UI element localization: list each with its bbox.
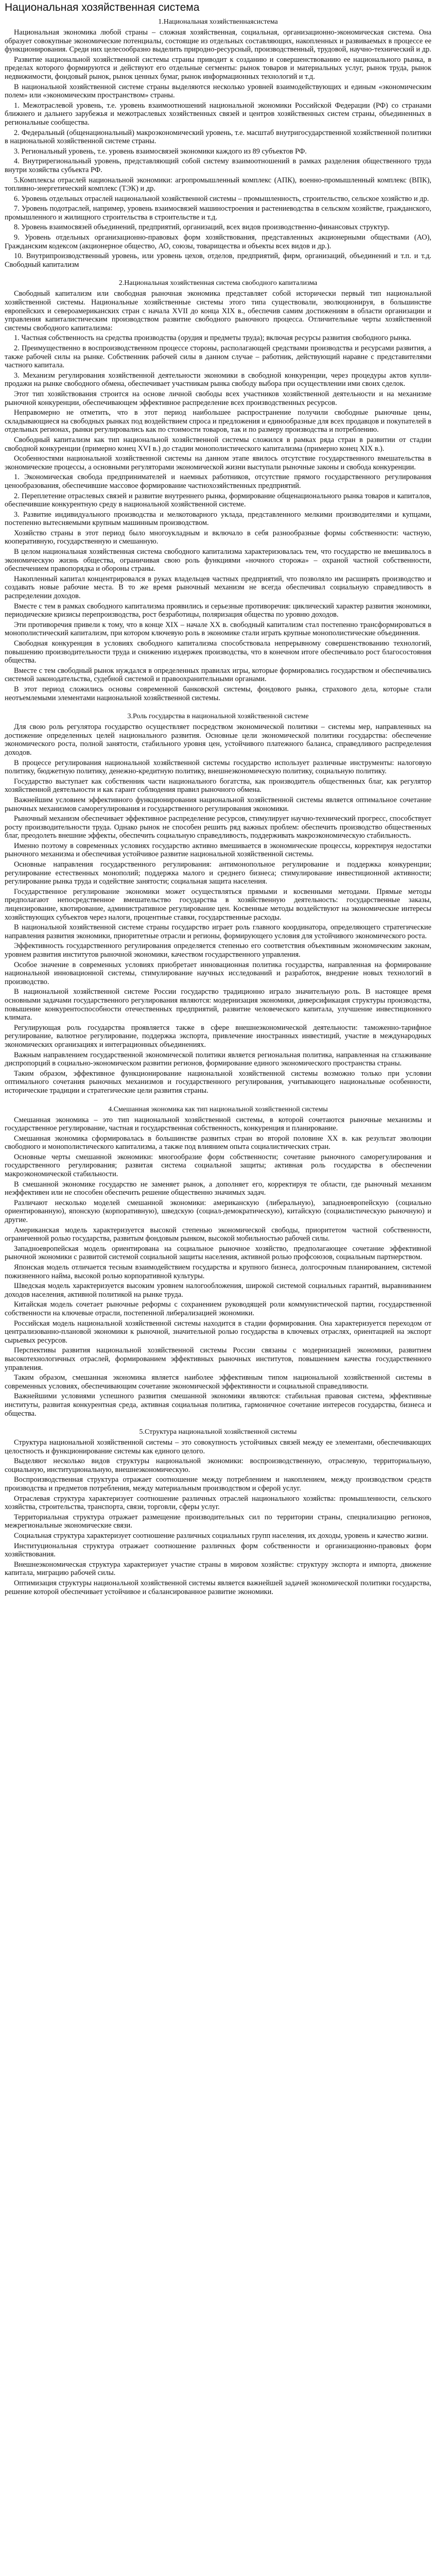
document-section: [5, 279, 431, 711]
body-paragraph: 3. Развитие индивидуального производства и мелкотоварного уклада, представленного мелкими производителями и купцами, постепенно вытесняемыми крупным машинным производством.: [5, 510, 431, 528]
body-paragraph: Таким образом, эффективное функционирование национальной хозяйственной системы возможно только при условии оптимального сочетания рыночных механизмов и государственного регулирования, учитывающего национальные особенности, исторические традиции и стратегические цели развития страны.: [5, 1069, 431, 1095]
body-paragraph: Основные направления государственного регулирования: антимонопольное регулирование и поддержка конкуренции; регулирование естественных монополий; поддержка малого и среднего бизнеса; стимулирование инвестиционной активности; регулирование рынка труда и содействие занятости; социальная защита населения.: [5, 860, 431, 886]
body-paragraph: В национальной хозяйственной системе России государство традиционно играло значительную роль. В настоящее время основными задачами государственного регулирования являются: модернизация экономики, диверсификация структуры производства, повышение конкурентоспособности отечественных предприятий, развитие человеческого капитала, улучшение инвестиционного климата.: [5, 988, 431, 1022]
body-paragraph: 1. Межотраслевой уровень, т.е. уровень взаимоотношений национальной экономики Российской Федерации (РФ) со странами ближнего и дальнего зарубежья и межотраслевых хозяйственных связей и центров хозяйственных систем страны, объединенных в региональные сообщества.: [5, 101, 431, 127]
body-paragraph: Внешнеэкономическая структура характеризует участие страны в мировом хозяйстве: структуру экспорта и импорта, движение капитала, миграцию рабочей силы.: [5, 1560, 431, 1578]
section-spacer: [5, 1419, 431, 1427]
section-spacer: [5, 270, 431, 278]
section-spacer: [5, 704, 431, 711]
body-paragraph: Этот тип хозяйствования строится на основе личной свободы всех участников хозяйственной деятельности и на механизме рыночной конкуренции, обеспечивающем эффективное распределение всех производственных ресурсов.: [5, 389, 431, 407]
body-paragraph: Эти противоречия привели к тому, что в конце XIX – начале XX в. свободный капитализм стал постепенно трансформироваться в монополистический капитализм, при котором ключевую роль в экономике стали играть крупные монополистические объединения.: [5, 620, 431, 638]
body-paragraph: Хозяйство страны в этот период было многоукладным и включало в себя разнообразные формы собственности: частную, кооперативную, государственную и смешанную.: [5, 529, 431, 546]
body-paragraph: 1. Экономическая свобода предпринимателей и наемных работников, отсутствие прямого государственного регулирования ценообразования, обеспечившие массовое формирование частнохозяйственных предприятий.: [5, 473, 431, 490]
body-paragraph: Эффективность государственного регулирования определяется степенью его соответствия объективным экономическим законам, уровнем развития институтов рыночной экономики, качеством государственного управления.: [5, 942, 431, 959]
body-paragraph: Смешанная экономика сформировалась в большинстве развитых стран во второй половине XX в. как результат эволюции свободного и монополистического капитализма, а также под влиянием опыта социалистических стран.: [5, 1134, 431, 1151]
body-paragraph: Американская модель характеризуется высокой степенью экономической свободы, приоритетом частной собственности, ограниченной ролью государства, развитым фондовым рынком, высокой мобильностью рабочей силы.: [5, 1226, 431, 1243]
body-paragraph: 3. Региональный уровень, т.е. уровень взаимосвязей экономики каждого из 89 субъектов РФ.: [14, 147, 307, 156]
body-paragraph: Китайская модель сочетает рыночные реформы с сохранением руководящей роли коммунистической партии, государственной собственности на ключевые отрасли, постепенной либерализацией экономики.: [5, 1300, 431, 1317]
body-paragraph: 3. Механизм регулирования хозяйственной деятельности экономики в свободной конкуренции, через процедуры актов купли-продажи на рынке свободного обмена, обеспечивает участникам рынка свободу выбора при осуществлении ими своих сделок.: [5, 371, 431, 388]
body-paragraph: 2. Переплетение отраслевых связей и развитие внутреннего рынка, формирование общенационального рынка товаров и капиталов, обеспечившие конкурентную среду в национальной хозяйственной системе.: [5, 492, 431, 509]
body-paragraph: 2. Преимущественно в воспроизводственном процессе стороны, располагающей средствами производства и ресурсами развития, а также рабочей силы на рынке. Собственник рабочей силы в данном случае – работник, действующий наравне с представителями частного капитала.: [5, 344, 431, 370]
body-paragraph: Важнейшими условиями успешного развития смешанной экономики являются: стабильная правовая система, эффективные институты, развитая конкурентная среда, активная социальная политика, гармоничное сочетание интересов государства, бизнеса и общества.: [5, 1392, 431, 1418]
body-paragraph: Особенностями национальной хозяйственной системы на данном этапе явилось отсутствие государственного вмешательства в экономические процессы, а основными регуляторами экономической жизни выступали рыночные законы и свобода конкуренции.: [5, 454, 431, 471]
body-paragraph: Национальная экономика любой страны – сложная хозяйственная, социальная, организационно-экономическая система. Она образует совокупные экономические потенциалы, состоящие из отдельных составляющих, накопленных и развиваемых в процессе ее функционирования. Среди них целесообразно выделить природно-ресурсный, производственный, трудовой, научно-технический и др.: [5, 28, 431, 54]
body-paragraph: Государство выступает как собственник части национального богатства, как производитель общественных благ, как регулятор хозяйственной деятельности и как гарант соблюдения правил рыночного обмена.: [5, 777, 431, 794]
body-paragraph: 6. Уровень отдельных отраслей национальной хозяйственной системы – промышленность, строительство, сельское хозяйство и др.: [14, 194, 429, 203]
document-section: [5, 1428, 431, 1596]
body-paragraph: В этот период сложились основы современной банковской системы, фондового рынка, страхового дела, которые стали неотъемлемыми элементами национальной хозяйственной системы.: [5, 685, 431, 702]
body-paragraph: Воспроизводственная структура отражает соотношение между потреблением и накоплением, между производством средств производства и предметов потребления, между материальным производством и сферой услуг.: [5, 1476, 431, 1493]
body-paragraph: 9. Уровень отдельных организационно-правовых форм хозяйствования, представленных акционерными обществами (АО), Гражданским кодексом (акционерное общество, АО, союзы, товарищества и объекты всех видов и др.).: [5, 233, 431, 250]
body-paragraph: Перспективы развития национальной хозяйственной системы России связаны с модернизацией экономики, развитием высокотехнологичных отраслей, формированием эффективных рыночных институтов, повышением качества государственного управления.: [5, 1346, 431, 1372]
document-section: [5, 712, 431, 1104]
section-heading: 1.Национальная хозяйственнаясистема: [158, 18, 278, 26]
body-paragraph: В процессе регулирования национальной хозяйственной системы государство использует различные инструменты: налоговую политику, бюджетную политику, денежно-кредитную политику, внешнеэкономическую политику, социальную политику.: [5, 758, 431, 776]
body-paragraph: Оптимизация структуры национальной хозяйственной системы является важнейшей задачей экономической политики государства, решение которой обеспечивает устойчивое и сбалансированное развитие экономики.: [5, 1579, 431, 1596]
body-paragraph: Японская модель отличается тесным взаимодействием государства и крупного бизнеса, долгосрочным планированием, системой пожизненного найма, высокой ролью корпоративной культуры.: [5, 1263, 431, 1280]
body-paragraph: Таким образом, смешанная экономика является наиболее эффективным типом национальной хозяйственной системы в современных условиях, обеспечивающим сочетание экономической эффективности и социальной справедливости.: [5, 1374, 431, 1391]
body-paragraph: Развитие национальной хозяйственной системы страны приводит к созданию и совершенствованию ее национального рынка, в пределах которого формируются и действуют его отдельные сегменты: рынок товаров и материальных услуг, рынок труда, рынок недвижимости, фондовый рынок, рынок ценных бумаг, рынок информационных технологий и т.д.: [5, 55, 431, 81]
section-heading: 3.Роль государства в национальной хозяйственной системе: [127, 713, 309, 721]
body-paragraph: В смешанной экономике государство не заменяет рынок, а дополняет его, корректируя те области, где рыночный механизм неэффективен или не способен обеспечить решение общественно значимых задач.: [5, 1180, 431, 1197]
body-paragraph: Смешанная экономика – это тип национальной хозяйственной системы, в которой сочетаются рыночные механизмы и государственное регулирование, частная и государственная собственность, конкуренция и планирование.: [5, 1115, 431, 1133]
body-paragraph: Государственное регулирование экономики может осуществляться прямыми и косвенными методами. Прямые методы предполагают непосредственное вмешательство государства в хозяйственную деятельность: государственные заказы, лицензирование, квотирование, административное регулирование цен. Косвенные методы воздействуют на экономические интересы хозяйствующих субъектов через налоги, процентные ставки, государственные расходы.: [5, 887, 431, 922]
body-paragraph: Свободная конкуренция в условиях свободного капитализма способствовала непрерывному совершенствованию технологий, повышению производительности труда и снижению издержек производства, что в конечном итоге обеспечивало рост благосостояния общества.: [5, 639, 431, 665]
document-section: [5, 18, 431, 278]
body-paragraph: 7. Уровень подотраслей, например, уровень взаимосвязей машиностроения и растениеводства в сельском хозяйстве, гражданского, промышленного и жилищного строительства в строительстве и т.д.: [5, 205, 431, 222]
document-section: [5, 1105, 431, 1427]
body-paragraph: Неправомерно не отметить, что в этот период наибольшее распространение получили свободные рыночные цены, складывающиеся на свободных рынках под воздействием спроса и предложения и единообразные для всех продавцов и покупателей в отдельных регионах, рынки регулировались как по стоимости товаров, так и по размеру производства и потреблению.: [5, 409, 431, 434]
body-paragraph: Выделяют несколько видов структуры национальной экономики: воспроизводственную, отраслевую, территориальную, социальную, институциональную, внешнеэкономическую.: [5, 1457, 431, 1474]
document-body: [5, 18, 431, 1596]
section-heading: 4.Смешанная экономика как тип национальной хозяйственной системы: [108, 1105, 328, 1113]
body-paragraph: Рыночный механизм обеспечивает эффективное распределение ресурсов, стимулирует научно-технический прогресс, способствует росту производительности труда. Однако рынок не способен решить ряд важных проблем: обеспечить производство общественных благ, преодолеть внешние эффекты, обеспечить социальную справедливость, поддерживать макроэкономическую стабильность.: [5, 815, 431, 840]
body-paragraph: В национальной хозяйственной системе страны государство играет роль главного координатора, определяющего стратегические направления развития экономики, приоритетные отрасли и регионы, формирующего условия для устойчивого экономического роста.: [5, 923, 431, 940]
body-paragraph: Свободный капитализм как тип национальной хозяйственной системы сложился в рамках ряда стран в развитии от стадии свободной конкуренции (примерно конец XVI в.) до стадии монополистического капитализма (примерно конец XIX в.).: [5, 435, 431, 453]
body-paragraph: Институциональная структура отражает соотношение различных форм собственности и организационно-правовых форм хозяйствования.: [5, 1541, 431, 1559]
body-paragraph: В целом национальная хозяйственная система свободного капитализма характеризовалась тем, что государство не вмешивалось в экономическую жизнь общества, ограничивая свою роль функциями «ночного сторожа» – охраной частной собственности, обеспечением правопорядка и обороны страны.: [5, 548, 431, 573]
body-paragraph: Для свою роль регулятора государство осуществляет посредством экономической политики – системы мер, направленных на достижение определенных целей национального развития. Основные цели экономической политики государства: обеспечение экономического роста, полной занятости, стабильного уровня цен, устойчивого платежного баланса, справедливого распределения доходов.: [5, 723, 431, 757]
body-paragraph: Вместе с тем в рамках свободного капитализма проявились и серьезные противоречия: циклический характер развития экономики, периодические кризисы перепроизводства, рост безработицы, поляризация общества по уровню доходов.: [5, 602, 431, 619]
body-paragraph: Западноевропейская модель ориентирована на социальное рыночное хозяйство, предполагающее сочетание эффективной рыночной экономики с развитой системой социальной защиты населения, активной ролью профсоюзов, социальным партнерством.: [5, 1244, 431, 1262]
body-paragraph: Социальная структура характеризует соотношение различных социальных групп населения, их доходы, уровень и качество жизни.: [14, 1532, 428, 1540]
body-paragraph: В национальной хозяйственной системе страны выделяются несколько уровней взаимодействующих и единым «экономическим полем» или «экономическим пространством» страны.: [5, 82, 431, 100]
body-paragraph: 5.Комплексы отраслей национальной экономики: агропромышленный комплекс (АПК), военно-промышленный комплекс (ВПК), топливно-энергетический комплекс (ТЭК) и др.: [5, 176, 431, 193]
body-paragraph: Шведская модель характеризуется высоким уровнем налогообложения, широкой системой социальных гарантий, выравниванием доходов населения, активной политикой на рынке труда.: [5, 1282, 431, 1299]
body-paragraph: Структура национальной хозяйственной системы – это совокупность устойчивых связей между ее элементами, обеспечивающих целостность и функционирование системы как единого целого.: [5, 1438, 431, 1455]
body-paragraph: Регулирующая роль государства проявляется также в сфере внешнеэкономической деятельности: таможенно-тарифное регулирование, валютное регулирование, поддержка экспорта, привлечение иностранных инвестиций, участие в международных экономических организациях и интеграционных объединениях.: [5, 1023, 431, 1049]
body-paragraph: 2. Федеральный (общенациональный) макроэкономический уровень, т.е. масштаб внутригосударственной хозяйственной политики в национальной хозяйственной системе страны.: [5, 128, 431, 146]
body-paragraph: Важнейшим условием эффективного функционирования национальной хозяйственной системы является оптимальное сочетание рыночных механизмов саморегулирования и государственного регулирования экономики.: [5, 795, 431, 813]
section-spacer: [5, 1097, 431, 1104]
body-paragraph: 10. Внутрипроизводственный уровень, или уровень цехов, отделов, предприятий, фирм, организаций, объединений и т.п. и т.д. Свободный капитализм: [5, 252, 431, 269]
body-paragraph: Именно поэтому в современных условиях государство активно вмешивается в экономические процессы, корректируя недостатки рыночного механизма и обеспечивая устойчивое развитие национальной хозяйственной системы.: [5, 841, 431, 859]
body-paragraph: Отраслевая структура характеризует соотношение различных отраслей национального хозяйства: промышленности, сельского хозяйства, строительства, транспорта, связи, торговли, сферы услуг.: [5, 1494, 431, 1512]
body-paragraph: Территориальная структура отражает размещение производительных сил по территории страны, специализацию регионов, межрегиональные экономические связи.: [5, 1513, 431, 1530]
body-paragraph: Российская модель национальной хозяйственной системы находится в стадии формирования. Она характеризуется переходом от централизованно-плановой экономики к рыночной, значительной ролью государства в ключевых отраслях, ориентацией на экспорт сырьевых ресурсов.: [5, 1319, 431, 1345]
section-heading: 2.Национальная хозяйственная система свободного капитализма: [118, 279, 318, 287]
body-paragraph: 1. Частная собственность на средства производства (орудия и предметы труда); включая ресурсы развития свободного рынка.: [14, 334, 411, 343]
body-paragraph: Свободный капитализм или свободная рыночная экономика представляет собой исторически первый тип национальной хозяйственной системы. Национальные хозяйственные системы этого типа существовали, эволюционируя, в большинстве европейских и североамериканских стран с начала XVII до конца XIX в., обеспечив самим достижениям в области организации и управления капиталистическим производством развитие свободного рыночного процесса. Отличительные черты хозяйственной системы свободного капитализма:: [5, 290, 431, 332]
body-paragraph: Различают несколько моделей смешанной экономики: американскую (либеральную), западноевропейскую (социально ориентированную), японскую (корпоративную), шведскую (социал-демократическую), китайскую (социалистическую рыночную) и другие.: [5, 1198, 431, 1225]
body-paragraph: Вместе с тем свободный рынок нуждался в определенных правилах игры, которые формировались государством и обеспечивались системой законодательства, судебной системой и правоохранительными органами.: [5, 666, 431, 684]
section-heading: 5.Структура национальной хозяйственной системы: [139, 1428, 297, 1436]
body-paragraph: 4. Внутрирегиональный уровень, представляющий собой систему взаимоотношений в рамках разделения общественного труда внутри хозяйства субъекта РФ.: [5, 157, 431, 174]
body-paragraph: 8. Уровень взаимосвязей объединений, предприятий, организаций, всех видов производственно-финансовых структур.: [14, 223, 390, 232]
body-paragraph: Особое значение в современных условиях приобретает инновационная политика государства, направленная на формирование национальной инновационной системы, стимулирование научных исследований и разработок, внедрение новых технологий в производство.: [5, 960, 431, 986]
body-paragraph: Важным направлением государственной экономической политики является региональная политика, направленная на сглаживание диспропорций в социально-экономическом развитии регионов, формирование единого экономического пространства страны.: [5, 1050, 431, 1068]
page-title: Национальная хозяйственная система: [5, 2, 200, 13]
body-paragraph: Основные черты смешанной экономики: многообразие форм собственности; сочетание рыночного саморегулирования и государственного регулирования; развитая система социальной защиты; активная роль государства в обеспечении макроэкономической стабильности.: [5, 1153, 431, 1179]
body-paragraph: Накопленный капитал концентрировался в руках владельцев частных предприятий, что позволяло им расширять производство и создавать новые рабочие места. В то же время рыночный механизм не всегда обеспечивал социальную справедливость в распределении доходов.: [5, 574, 431, 601]
